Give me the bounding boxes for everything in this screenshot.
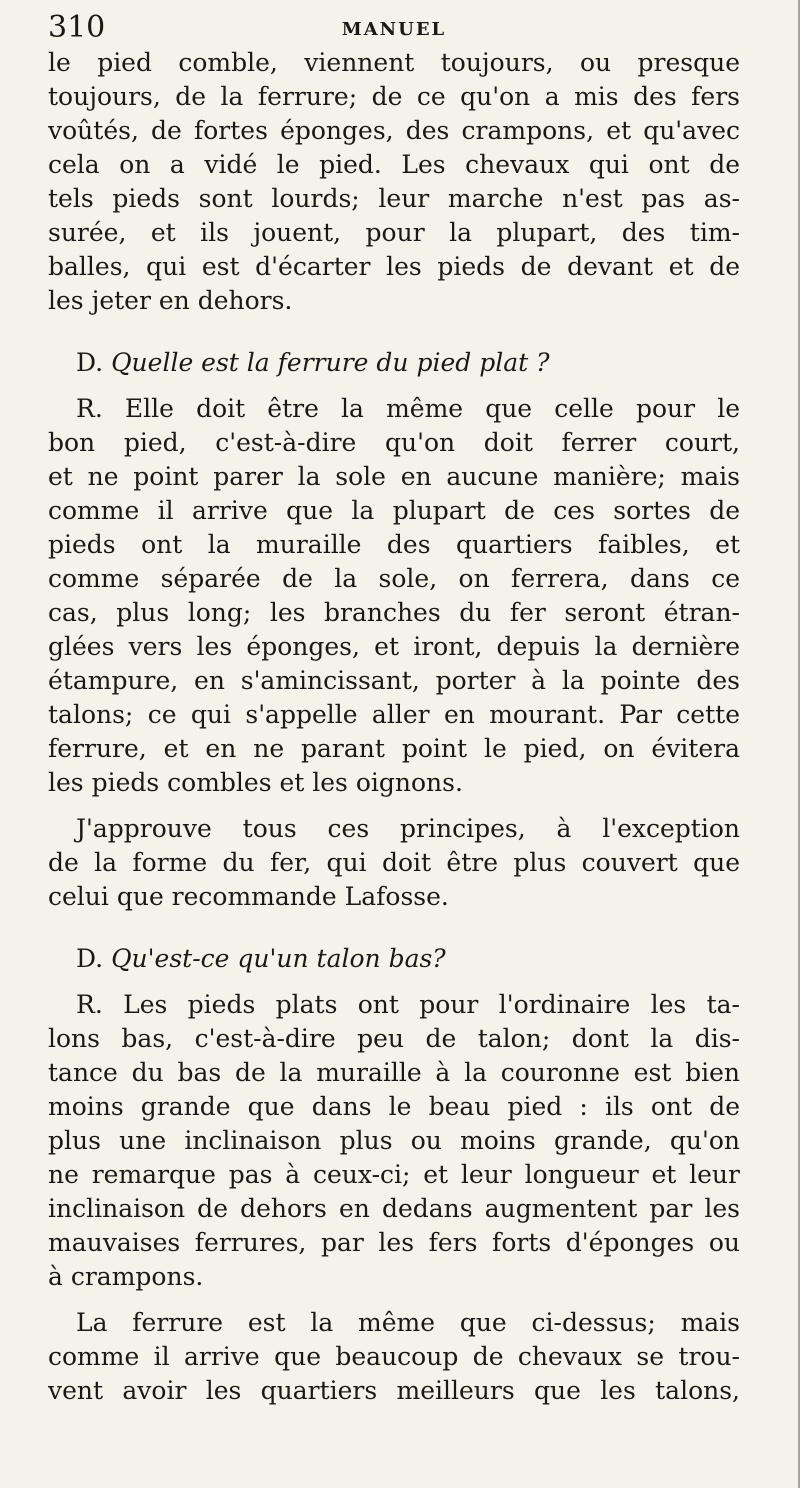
text-line: talons; ce qui s'appelle aller en mourant. Par cette bbox=[48, 700, 740, 729]
text-line: surée, et ils jouent, pour la plupart, des tim- bbox=[48, 218, 740, 247]
text-line: J'approuve tous ces principes, à l'exception bbox=[76, 814, 740, 843]
text-line: pieds ont la muraille des quartiers faibles, et bbox=[48, 530, 740, 559]
text-line: inclinaison de dehors en dedans augmentent par les bbox=[48, 1194, 740, 1223]
text-line: bon pied, c'est-à-dire qu'on doit ferrer court, bbox=[48, 428, 740, 457]
paragraph-gap bbox=[48, 914, 740, 942]
paragraph-gap bbox=[48, 800, 740, 812]
text-line: tance du bas de la muraille à la couronne est bien bbox=[48, 1058, 740, 1087]
paragraph-gap bbox=[48, 380, 740, 392]
page-number: 310 bbox=[48, 10, 106, 45]
question-heading-2 bbox=[48, 942, 740, 976]
text-line: cela on a vidé le pied. Les chevaux qui ont de bbox=[48, 150, 740, 179]
text-line: les jeter en dehors. bbox=[48, 286, 293, 315]
paragraph-continuation bbox=[48, 46, 740, 318]
text-line: et ne point parer la sole en aucune manière; mais bbox=[48, 462, 740, 491]
text-line: glées vers les éponges, et iront, depuis la dernière bbox=[48, 632, 740, 661]
text-line: vent avoir les quartiers meilleurs que les talons, bbox=[48, 1376, 740, 1405]
paragraph-gap bbox=[48, 1294, 740, 1306]
text-line: comme séparée de la sole, on ferrera, dans ce bbox=[48, 564, 740, 593]
text-line: à crampons. bbox=[48, 1262, 204, 1291]
question-text: Qu'est-ce qu'un talon bas? bbox=[111, 944, 446, 973]
text-line: celui que recommande Lafosse. bbox=[48, 882, 449, 911]
comment-paragraph-1 bbox=[48, 812, 740, 914]
text-line: toujours, de la ferrure; de ce qu'on a mis des fers bbox=[48, 82, 740, 111]
text-line: tels pieds sont lourds; leur marche n'est pas as- bbox=[48, 184, 740, 213]
text-line: le pied comble, viennent toujours, ou presque bbox=[48, 48, 740, 77]
text-line: moins grande que dans le beau pied : ils ont de bbox=[48, 1092, 740, 1121]
text-line: ferrure, et en ne parant point le pied, on évitera bbox=[48, 734, 740, 763]
paragraph-gap bbox=[48, 318, 740, 346]
comment-paragraph-2 bbox=[48, 1306, 740, 1408]
text-line: étampure, en s'amincissant, porter à la pointe des bbox=[48, 666, 740, 695]
answer-paragraph-2 bbox=[48, 988, 740, 1294]
text-line: plus une inclinaison plus ou moins grande, qu'on bbox=[48, 1126, 740, 1155]
text-line: les pieds combles et les oignons. bbox=[48, 768, 463, 797]
text-line: lons bas, c'est-à-dire peu de talon; dont la dis- bbox=[48, 1024, 740, 1053]
body-text bbox=[48, 46, 740, 1408]
question-heading-1 bbox=[48, 346, 740, 380]
running-head bbox=[48, 10, 740, 46]
text-line: voûtés, de fortes éponges, des crampons, et qu'avec bbox=[48, 116, 740, 145]
text-line: mauvaises ferrures, par les fers forts d'éponges ou bbox=[48, 1228, 740, 1257]
paragraph-gap bbox=[48, 976, 740, 988]
text-line: balles, qui est d'écarter les pieds de devant et de bbox=[48, 252, 740, 281]
answer-paragraph-1 bbox=[48, 392, 740, 800]
text-line: R. Les pieds plats ont pour l'ordinaire les ta- bbox=[76, 990, 740, 1019]
text-line: R. Elle doit être la même que celle pour le bbox=[76, 394, 740, 423]
text-line: comme il arrive que beaucoup de chevaux se trou- bbox=[48, 1342, 740, 1371]
question-label: D. bbox=[76, 944, 104, 973]
text-line: de la forme du fer, qui doit être plus couvert que bbox=[48, 848, 740, 877]
text-line: cas, plus long; les branches du fer seront étran- bbox=[48, 598, 740, 627]
text-line: ne remarque pas à ceux-ci; et leur longueur et leur bbox=[48, 1160, 740, 1189]
text-line: La ferrure est la même que ci-dessus; mais bbox=[76, 1308, 740, 1337]
question-label: D. bbox=[76, 348, 104, 377]
running-title: MANUEL bbox=[341, 19, 447, 40]
text-line: comme il arrive que la plupart de ces sortes de bbox=[48, 496, 740, 525]
question-text: Quelle est la ferrure du pied plat ? bbox=[111, 348, 550, 377]
